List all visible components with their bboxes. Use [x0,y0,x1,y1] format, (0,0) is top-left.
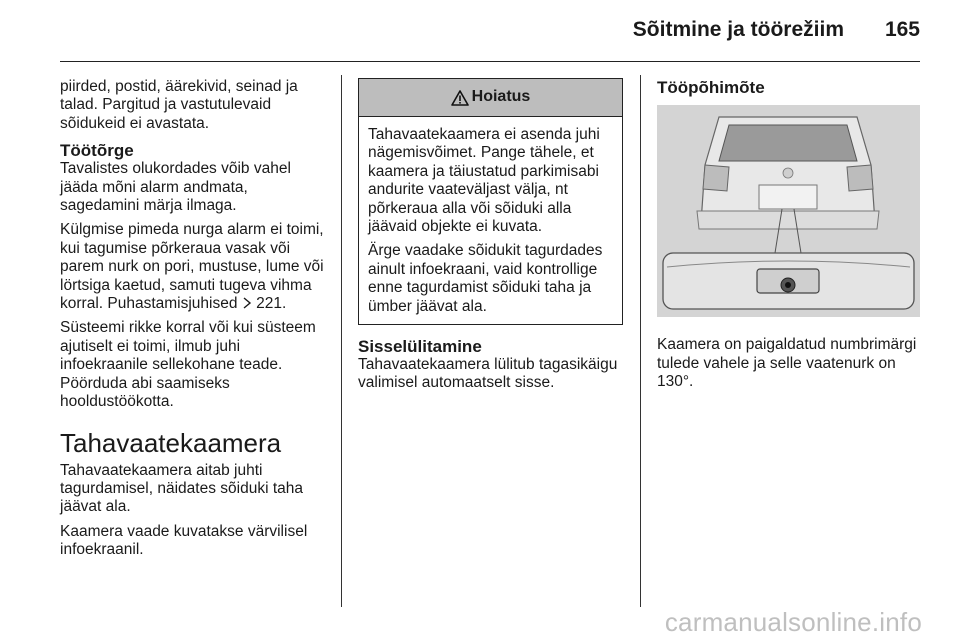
column-divider [341,75,342,607]
fault-heading: Töötõrge [60,141,134,161]
column-right [657,78,922,398]
warning-header [359,79,622,117]
column-middle [358,78,623,399]
page-title: Sõitmine ja töörežiim [632,18,844,41]
warning-paragraph-1: Tahavaatekaamera ei asenda juhi nägemisvõimet. Pange tähele, et kaamera ja täiustatud parkimisabi andurite vaateväljast välja, nt põrkeraua alla või sõiduki alla jäävaid objekte ei kuvata. [368,126,600,236]
warning-title: Hoiatus [471,88,531,106]
camera-paragraph-1: Tahavaatekaamera aitab juhti tagurdamisel, näidates sõiduki taha jäävat ala. [60,461,303,516]
warning-body [359,117,622,324]
fault-paragraph-1: Tavalistes olukordades võib vahel jääda mõni alarm andmata, sagedamini märja ilmaga. [60,160,291,215]
rear-camera-illustration [657,105,920,317]
fault-paragraph-2-text: Külgmise pimeda nurga alarm ei toimi, kui tagumise põrkeraua vasak või parem nurk on pori, mustuse, lume või lörtsiga kaetud, samuti tugeva vihma korral. Puhastamisjuhised [60,221,324,313]
page-reference-icon [242,297,252,309]
switch-heading: Sisselülitamine [358,337,482,357]
column-divider [640,75,641,607]
principle-heading: Tööpõhimõte [657,78,765,97]
warning-triangle-icon [451,90,469,106]
camera-heading: Tahavaatekaamera [60,427,282,458]
fault-paragraph-2 [60,221,330,313]
warning-paragraph-2: Ärge vaadake sõidukit tagurdades ainult infoekraani, vaid kontrollige enne tagurdamist sõiduki taha ja ümber jäävat ala. [368,242,603,315]
page-reference-link[interactable]: 221. [256,295,287,313]
principle-paragraph: Kaamera on paigaldatud numbrimärgi tulede vahele ja selle vaatenurk on 130°. [657,336,917,391]
page-number: 165 [884,18,920,41]
intro-paragraph: piirded, postid, äärekivid, seinad ja talad. Pargitud ja vastutulevaid sõidukeid ei avastata. [60,78,298,132]
watermark: carmanualsonline.info [664,607,922,637]
warning-box [358,78,623,325]
camera-paragraph-2: Kaamera vaade kuvatakse värvilisel infoekraanil. [60,522,308,559]
fault-paragraph-3: Süsteemi rikke korral või kui süsteem ajutiselt ei toimi, ilmub juhi infoekraanile sellekohane teade. Pöörduda abi saamiseks hooldustöökotta. [60,319,316,411]
page-header [60,0,920,62]
switch-paragraph: Tahavaatekaamera lülitub tagasikäigu valimisel automaatselt sisse. [358,356,618,392]
column-left [60,78,330,566]
